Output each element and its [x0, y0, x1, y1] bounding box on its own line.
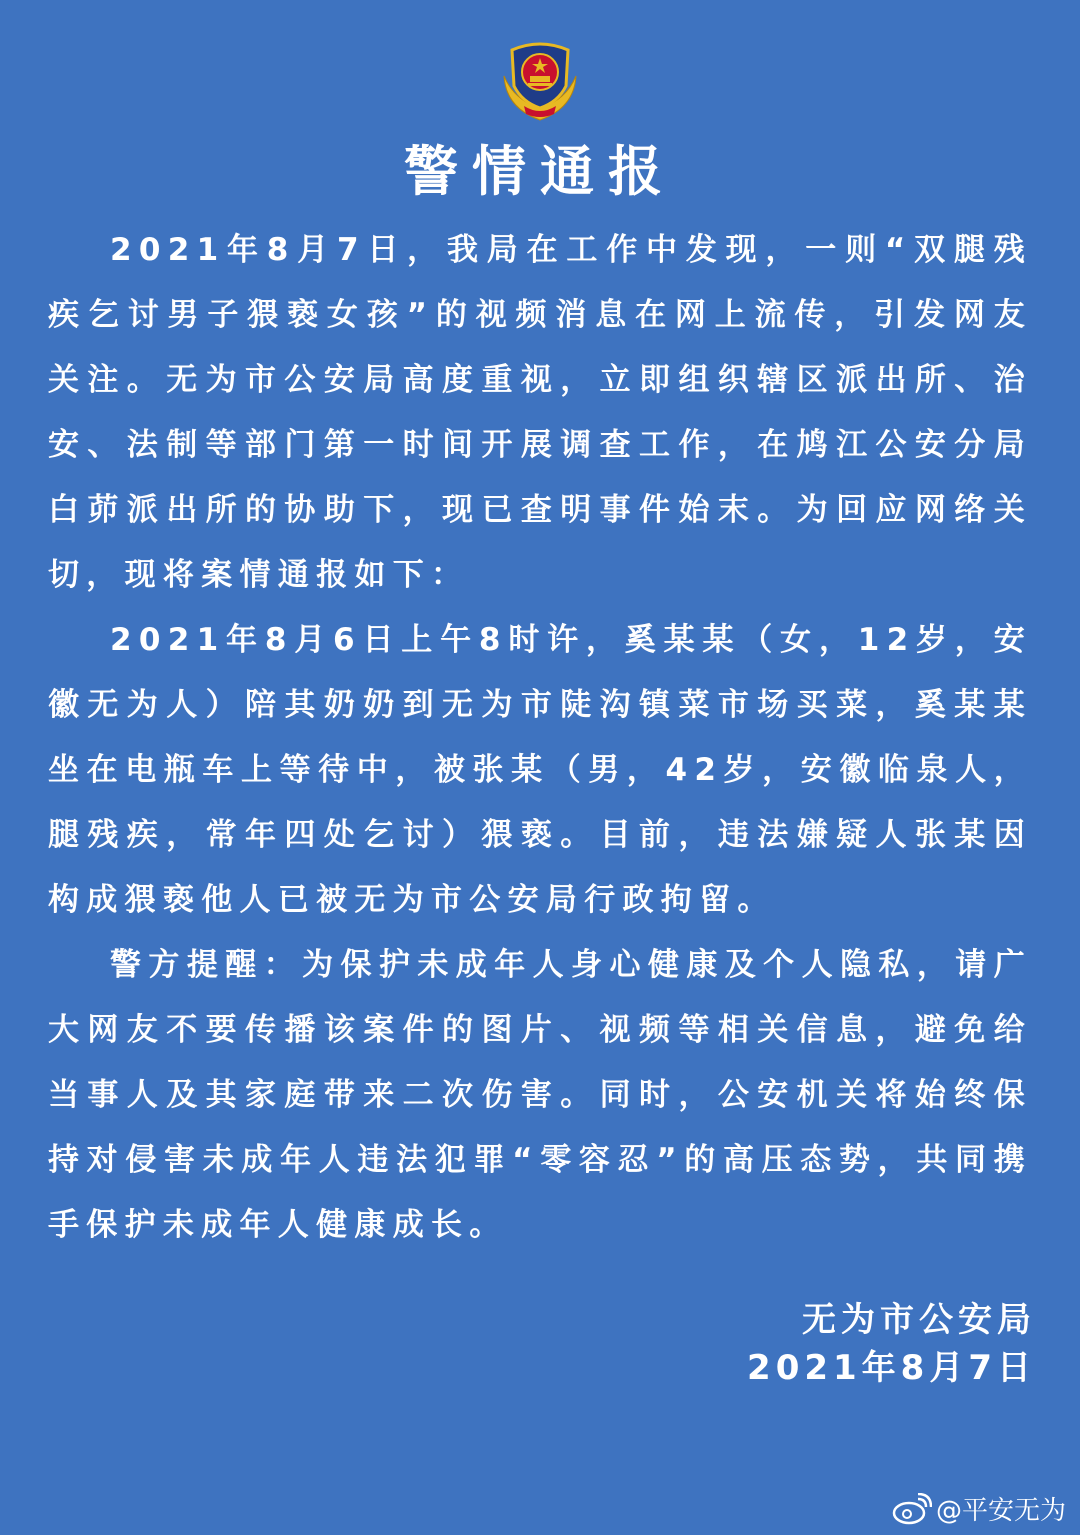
paragraph-case-details: 2021年8月6日上午8时许，奚某某（女，12岁，安徽无为人）陪其奶奶到无为市陡沟镇菜市场买菜，奚某某坐在电瓶车上等待中，被张某（男，42岁，安徽临泉人，腿残疾，常年四处乞讨）猥亵。目前，违法嫌疑人张某因构成猥亵他人已被无为市公安局行政拘留。	[48, 622, 1032, 918]
signature-org: 无为市公安局	[802, 1300, 1036, 1340]
notice-body	[48, 218, 1032, 1258]
police-emblem-icon	[496, 36, 584, 122]
signature-date: 2021年8月7日	[747, 1348, 1036, 1388]
paragraph-police-reminder: 警方提醒：为保护未成年人身心健康及个人隐私，请广大网友不要传播该案件的图片、视频等相关信息，避免给当事人及其家庭带来二次伤害。同时，公安机关将始终保持对侵害未成年人违法犯罪“零容忍”的高压态势，共同携手保护未成年人健康成长。	[48, 947, 1032, 1243]
watermark	[892, 1490, 1066, 1527]
watermark-handle: @平安无为	[935, 1496, 1066, 1526]
paragraph-discovery: 2021年8月7日，我局在工作中发现，一则“双腿残疾乞讨男子猥亵女孩”的视频消息在网上流传，引发网友关注。无为市公安局高度重视，立即组织辖区派出所、治安、法制等部门第一时间开展调查工作，在鸠江公安分局白茆派出所的协助下，现已查明事件始末。为回应网络关切，现将案情通报如下：	[48, 232, 1032, 593]
weibo-icon	[892, 1493, 932, 1525]
signature-block	[747, 1296, 1036, 1392]
page-title: 警情通报	[404, 140, 676, 203]
